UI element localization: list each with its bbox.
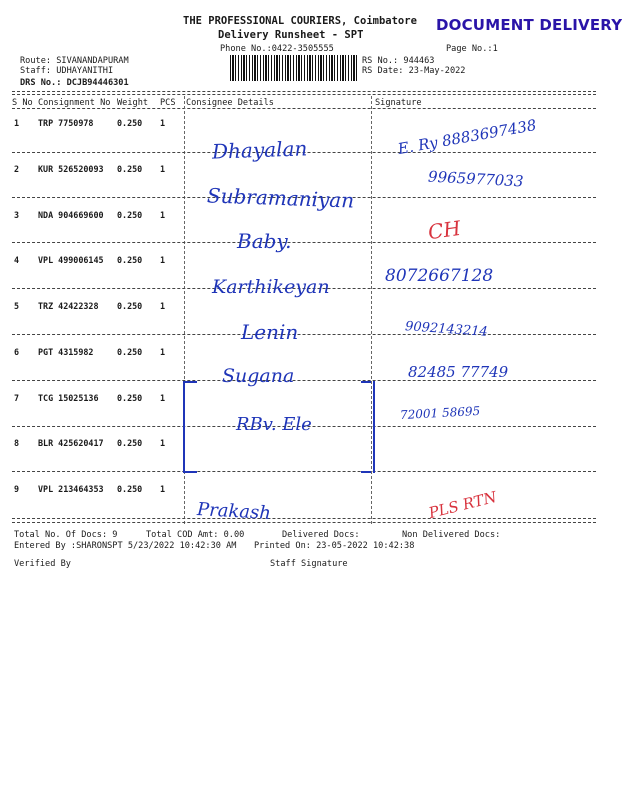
row-consignment: VPL 213464353 [38,484,104,494]
rs-date: RS Date: 23-May-2022 [362,66,466,76]
handwritten-signature: 8072667128 [385,266,494,286]
handwritten-signature: 9092143214 [404,319,489,340]
runsheet-title: Delivery Runsheet - SPT [218,29,364,41]
row-consignment: TRZ 42422328 [38,301,99,311]
phone-number: Phone No.:0422-3505555 [220,44,334,54]
col-pcs: PCS [160,98,176,108]
handwritten-signature: CH [426,215,463,245]
row-pcs: 1 [160,347,166,357]
drs-number: DRS No.: DCJB94446301 [20,78,129,88]
handwritten-name: Sugana [222,365,295,387]
bracket-tick [361,381,371,383]
handwritten-name: Baby. [237,229,292,253]
handwritten-name: Karthikeyan [212,276,330,298]
row-sno: 6 [14,347,20,357]
handwritten-name: RBv. Ele [236,414,312,435]
row-pcs: 1 [160,255,166,265]
handwritten-bracket [183,381,375,473]
row-consignment: TCG 15025136 [38,393,99,403]
handwritten-signature: 82485 77749 [408,363,509,381]
row-weight: 0.250 [117,301,143,311]
staff-signature: Staff Signature [270,559,348,569]
row-consignment: NDA 904669600 [38,210,104,220]
row-pcs: 1 [160,210,166,220]
row-divider [12,334,596,335]
entered-by: Entered By :SHARONSPT 5/23/2022 10:42:30 AM [14,541,237,551]
company-name: THE PROFESSIONAL COURIERS, Coimbatore [183,15,417,27]
page-number: Page No.:1 [446,44,498,54]
header-divider-bottom [12,108,596,109]
col-consignee: Consignee Details [186,98,274,108]
staff-label: Staff: UDHAYANITHI [20,66,114,76]
row-pcs: 1 [160,484,166,494]
handwritten-name: Prakash [196,499,272,524]
row-weight: 0.250 [117,393,143,403]
row-sno: 3 [14,210,20,220]
row-weight: 0.250 [117,347,143,357]
document-delivery-stamp: DOCUMENT DELIVERY [436,16,622,34]
row-weight: 0.250 [117,255,143,265]
row-pcs: 1 [160,438,166,448]
rs-number: RS No.: 944463 [362,56,435,66]
row-pcs: 1 [160,301,166,311]
total-cod: Total COD Amt: 0.00 [146,530,245,540]
row-weight: 0.250 [117,438,143,448]
row-divider [12,522,596,523]
handwritten-name: Subramaniyan [206,183,355,213]
row-pcs: 1 [160,393,166,403]
header-divider-top-2 [12,94,596,95]
col-weight: Weight [117,98,149,108]
handwritten-name: Lenin [241,320,299,344]
col-sno: S No [12,98,33,108]
non-delivered-docs: Non Delivered Docs: [402,530,501,540]
handwritten-signature: 9965977033 [427,167,524,191]
row-consignment: KUR 526520093 [38,164,104,174]
handwritten-signature: E. Ry 8883697438 [396,115,538,159]
row-sno: 7 [14,393,20,403]
handwritten-name: Dhayalan [211,136,308,164]
row-weight: 0.250 [117,484,143,494]
row-pcs: 1 [160,164,166,174]
handwritten-signature: 72001 58695 [399,403,481,423]
header-divider-top [12,91,596,92]
row-sno: 9 [14,484,20,494]
row-divider [12,242,596,243]
row-consignment: PGT 4315982 [38,347,94,357]
row-sno: 2 [14,164,20,174]
row-weight: 0.250 [117,164,143,174]
row-weight: 0.250 [117,210,143,220]
row-sno: 5 [14,301,20,311]
printed-on: Printed On: 23-05-2022 10:42:38 [254,541,415,551]
bracket-tick [361,471,371,473]
row-consignment: BLR 425620417 [38,438,104,448]
row-weight: 0.250 [117,118,143,128]
col-consignment: Consignment No [38,98,111,108]
row-pcs: 1 [160,118,166,128]
row-sno: 1 [14,118,20,128]
route-label: Route: SIVANANDAPURAM [20,56,129,66]
row-consignment: VPL 499006145 [38,255,104,265]
row-consignment: TRP 7750978 [38,118,94,128]
barcode [230,55,358,81]
row-sno: 8 [14,438,20,448]
delivered-docs: Delivered Docs: [282,530,360,540]
handwritten-signature: PLS RTN [426,487,499,523]
verified-by: Verified By [14,559,71,569]
total-docs: Total No. Of Docs: 9 [14,530,118,540]
row-sno: 4 [14,255,20,265]
col-signature: Signature [375,98,422,108]
row-divider [12,518,596,519]
